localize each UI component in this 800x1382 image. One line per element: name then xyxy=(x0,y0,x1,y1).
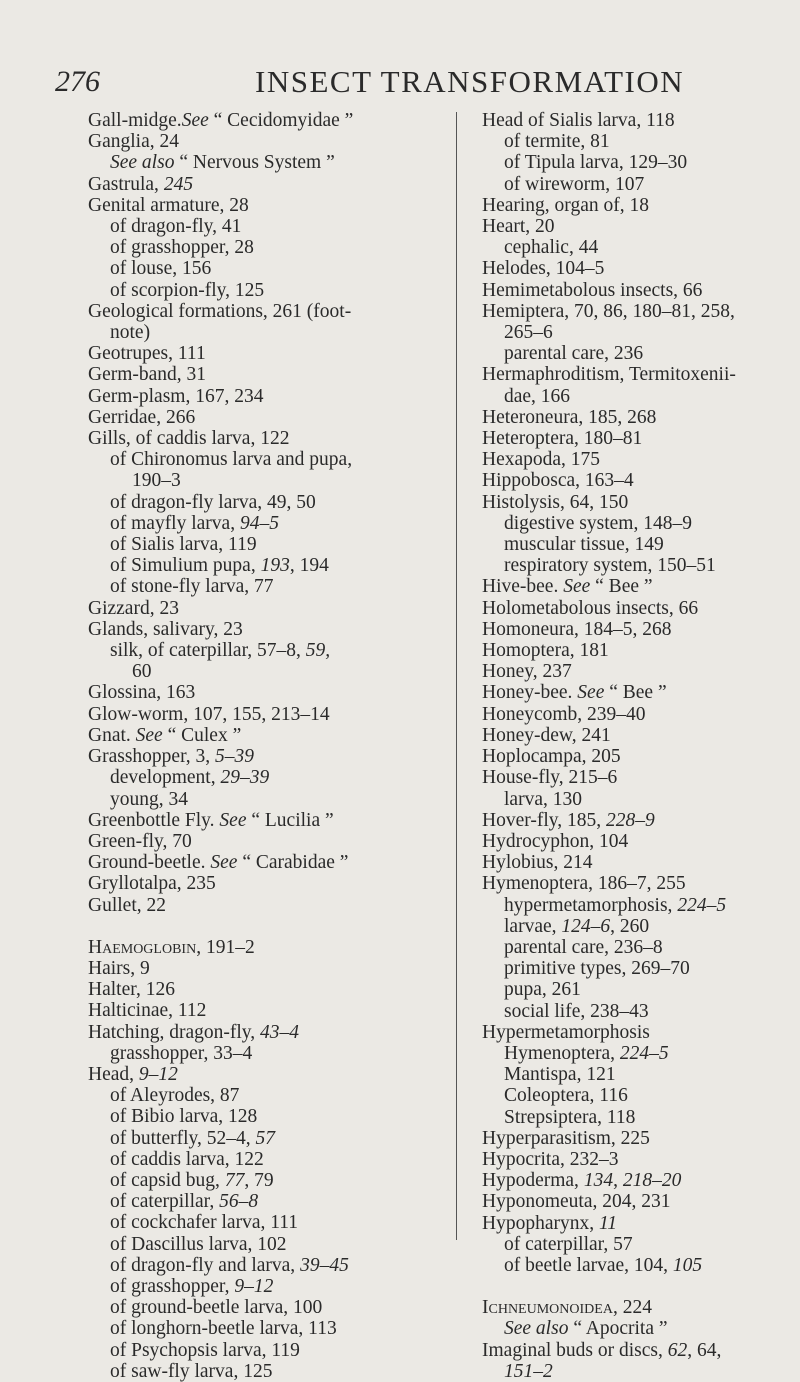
entry-text: Homoneura, 184–5, 268 xyxy=(482,618,672,640)
index-subentry xyxy=(482,895,800,916)
index-entry xyxy=(482,1213,800,1234)
entry-italic: 224–5 xyxy=(619,1042,669,1064)
entry-text: Gullet, 22 xyxy=(88,894,166,916)
index-subentry xyxy=(482,152,800,173)
entry-text: respiratory system, 150–51 xyxy=(504,555,716,577)
index-entry xyxy=(482,280,800,301)
entry-rest: “ Apocrita ” xyxy=(568,1318,668,1340)
running-title: INSECT TRANSFORMATION xyxy=(255,64,685,99)
index-subentry xyxy=(88,1318,433,1339)
index-entry xyxy=(88,428,433,449)
index-entry xyxy=(482,576,800,597)
entry-text: of grasshopper, 28 xyxy=(110,237,254,259)
entry-italic: 59, xyxy=(305,640,331,662)
entry-italic: See xyxy=(181,110,209,131)
entry-text: of Dascillus larva, 102 xyxy=(110,1233,287,1255)
index-subentry xyxy=(482,1318,800,1339)
entry-italic: See also xyxy=(110,152,175,174)
entry-text: Head, xyxy=(88,1063,139,1085)
entry-text: pupa, 261 xyxy=(504,979,581,1001)
index-entry xyxy=(482,216,800,237)
index-subentry xyxy=(482,1043,800,1064)
entry-text: Hearing, organ of, 18 xyxy=(482,194,649,216)
index-subentry xyxy=(88,789,433,810)
index-subentry xyxy=(88,576,433,597)
entry-italic: 134 xyxy=(583,1170,614,1192)
section-head-word: Haemoglobin xyxy=(88,936,197,958)
entry-text: Glossina, 163 xyxy=(88,682,196,704)
entry-text: Halticinae, 112 xyxy=(88,1000,207,1022)
index-entry xyxy=(482,407,800,428)
index-subentry xyxy=(88,640,433,661)
entry-text: Hyponomeuta, 204, 231 xyxy=(482,1191,671,1213)
index-subentry xyxy=(88,1255,433,1276)
entry-text: Hemiptera, 70, 86, 180–81, 258, xyxy=(482,300,735,322)
entry-italic: 62 xyxy=(667,1339,688,1361)
entry-text: Imaginal buds or discs, xyxy=(482,1339,668,1361)
index-subentry xyxy=(482,1234,800,1255)
index-subentry xyxy=(482,916,800,937)
index-subentry xyxy=(482,789,800,810)
index-entry xyxy=(88,364,433,385)
index-column-left xyxy=(88,110,433,1382)
index-entry xyxy=(88,407,433,428)
index-subentry xyxy=(482,555,800,576)
index-subentry xyxy=(482,237,800,258)
entry-text: of Psychopsis larva, 119 xyxy=(110,1339,300,1361)
entry-text: Hemimetabolous insects, 66 xyxy=(482,279,703,301)
entry-text: Gall-midge. xyxy=(88,110,182,131)
entry-text: of capsid bug, xyxy=(110,1169,225,1191)
entry-text: Gryllotalpa, 235 xyxy=(88,873,216,895)
index-entry xyxy=(482,1297,800,1318)
index-entry xyxy=(88,810,433,831)
entry-text: of cockchafer larva, 111 xyxy=(110,1212,299,1234)
entry-text: Hypopharynx, xyxy=(482,1212,599,1234)
entry-text: grasshopper, 33–4 xyxy=(110,1042,253,1064)
entry-text: Hermaphroditism, Termitoxenii- xyxy=(482,364,736,386)
entry-text: Heart, 20 xyxy=(482,216,555,238)
index-subentry xyxy=(88,280,433,301)
entry-text: Gerridae, 266 xyxy=(88,406,196,428)
entry-text: of butterfly, 52–4, xyxy=(110,1127,256,1149)
index-entry xyxy=(482,831,800,852)
entry-italic: 124–6 xyxy=(561,915,611,937)
entry-text: of Aleyrodes, 87 xyxy=(110,1085,240,1107)
entry-text: of scorpion-fly, 125 xyxy=(110,279,265,301)
index-entry xyxy=(88,831,433,852)
entry-italic: 105 xyxy=(672,1254,703,1276)
entry-text: House-fly, 215–6 xyxy=(482,767,618,789)
entry-rest: , xyxy=(613,1170,623,1192)
index-entry-continuation xyxy=(88,322,433,343)
entry-text: 190–3 xyxy=(132,470,181,492)
entry-text: of dragon-fly, 41 xyxy=(110,216,242,238)
entry-text: Green-fly, 70 xyxy=(88,830,192,852)
entry-text: Coleoptera, 116 xyxy=(504,1085,628,1107)
entry-text: Hover-fly, 185, xyxy=(482,809,606,831)
index-subentry xyxy=(88,216,433,237)
index-entry xyxy=(482,810,800,831)
index-subentry xyxy=(88,1234,433,1255)
entry-text: larvae, xyxy=(504,915,562,937)
entry-italic: 43–4 xyxy=(260,1021,300,1043)
entry-rest: , 79 xyxy=(244,1169,274,1191)
entry-rest: , 224 xyxy=(612,1297,652,1319)
index-subentry xyxy=(482,131,800,152)
entry-text: of dragon-fly larva, 49, 50 xyxy=(110,491,316,513)
index-entry xyxy=(482,640,800,661)
entry-text: 265–6 xyxy=(504,322,553,344)
entry-text: Grasshopper, 3, xyxy=(88,746,216,768)
entry-italic: 57 xyxy=(255,1127,275,1149)
entry-text: Geotrupes, 111 xyxy=(88,343,206,365)
entry-italic: 193 xyxy=(260,555,290,577)
index-subentry xyxy=(88,1149,433,1170)
entry-text: Germ-band, 31 xyxy=(88,364,207,386)
entry-rest: “ Lucilia ” xyxy=(246,809,334,831)
entry-italic: 11 xyxy=(598,1212,618,1234)
entry-text: Glands, salivary, 23 xyxy=(88,618,243,640)
page-header xyxy=(0,62,800,102)
index-subentry xyxy=(482,513,800,534)
entry-italic: 5–39 xyxy=(215,746,255,768)
index-column-right xyxy=(482,110,800,1382)
index-subentry xyxy=(88,1276,433,1297)
entry-italic: See xyxy=(572,682,605,704)
entry-text: Holometabolous insects, 66 xyxy=(482,597,699,619)
entry-text: of dragon-fly and larva, xyxy=(110,1254,301,1276)
index-entry xyxy=(88,958,433,979)
entry-text: dae, 166 xyxy=(504,385,571,407)
entry-text: digestive system, 148–9 xyxy=(504,512,692,534)
entry-italic: 9–12 xyxy=(234,1275,274,1297)
entry-italic: 56–8 xyxy=(219,1191,259,1213)
entry-text: parental care, 236–8 xyxy=(504,936,663,958)
entry-text: Honey-dew, 241 xyxy=(482,724,611,746)
index-entry xyxy=(88,1022,433,1043)
page-number: 276 xyxy=(55,65,100,98)
entry-italic: 9–12 xyxy=(138,1063,178,1085)
index-entry xyxy=(482,682,800,703)
entry-text: of louse, 156 xyxy=(110,258,212,280)
index-entry xyxy=(482,767,800,788)
index-entry xyxy=(482,1022,800,1043)
entry-text: note) xyxy=(110,322,151,344)
entry-italic: See also xyxy=(504,1318,569,1340)
index-entry xyxy=(88,131,433,152)
entry-rest: “ Carabidae ” xyxy=(237,852,349,874)
entry-text: parental care, 236 xyxy=(504,343,644,365)
index-entry xyxy=(88,1064,433,1085)
index-subentry xyxy=(88,1340,433,1361)
entry-text: of grasshopper, xyxy=(110,1275,235,1297)
entry-text: Hypermetamorphosis xyxy=(482,1021,650,1043)
entry-italic: 39–45 xyxy=(300,1254,349,1276)
entry-text: of mayfly larva, xyxy=(110,512,240,534)
entry-text: Honeycomb, 239–40 xyxy=(482,703,646,725)
index-entry xyxy=(88,682,433,703)
entry-rest: , 191–2 xyxy=(196,936,255,958)
index-entry xyxy=(482,364,800,385)
entry-text: larva, 130 xyxy=(504,788,582,810)
column-divider xyxy=(456,112,457,1240)
index-subentry xyxy=(482,937,800,958)
entry-text: Hylobius, 214 xyxy=(482,852,593,874)
entry-text: Gastrula, xyxy=(88,173,164,195)
index-subentry xyxy=(88,1043,433,1064)
index-entry xyxy=(482,1191,800,1212)
index-entry xyxy=(482,746,800,767)
index-entry xyxy=(88,979,433,1000)
entry-text: Honey, 237 xyxy=(482,661,572,683)
entry-text: of wireworm, 107 xyxy=(504,173,645,195)
entry-text: of ground-beetle larva, 100 xyxy=(110,1297,323,1319)
index-subentry xyxy=(88,513,433,534)
index-subentry xyxy=(88,449,433,470)
index-entry xyxy=(482,661,800,682)
index-entry xyxy=(482,619,800,640)
entry-text: of Sialis larva, 119 xyxy=(110,534,257,556)
entry-italic: 94–5 xyxy=(239,512,279,534)
index-entry-continuation xyxy=(482,1361,800,1382)
index-entry xyxy=(88,174,433,195)
entry-text: young, 34 xyxy=(110,788,188,810)
index-subentry xyxy=(482,1064,800,1085)
entry-text: of longhorn-beetle larva, 113 xyxy=(110,1318,337,1340)
index-subentry xyxy=(88,1106,433,1127)
section-gap xyxy=(88,916,433,937)
index-entry-continuation xyxy=(88,470,433,491)
entry-text: of saw-fly larva, 125 xyxy=(110,1360,273,1382)
index-entry xyxy=(88,937,433,958)
index-subentry xyxy=(482,534,800,555)
index-entry xyxy=(88,746,433,767)
index-subentry xyxy=(88,534,433,555)
index-entry xyxy=(88,873,433,894)
entry-text: Hyperparasitism, 225 xyxy=(482,1127,650,1149)
entry-italic: 245 xyxy=(163,173,194,195)
entry-text: Head of Sialis larva, 118 xyxy=(482,110,675,131)
entry-italic: 224–5 xyxy=(677,894,727,916)
index-subentry xyxy=(482,1107,800,1128)
index-subentry xyxy=(88,258,433,279)
index-entry xyxy=(482,1340,800,1361)
index-entry xyxy=(482,470,800,491)
entry-text: Honey-bee. xyxy=(482,682,573,704)
section-head-word: Ichneumonoidea xyxy=(482,1297,613,1319)
entry-italic: See xyxy=(558,576,591,598)
entry-text: Hymenoptera, xyxy=(504,1042,620,1064)
index-subentry xyxy=(88,555,433,576)
entry-text: Hymenoptera, 186–7, 255 xyxy=(482,873,686,895)
index-entry xyxy=(482,428,800,449)
index-subentry xyxy=(88,1297,433,1318)
entry-text: hypermetamorphosis, xyxy=(504,894,678,916)
index-entry xyxy=(482,1128,800,1149)
entry-text: Hoplocampa, 205 xyxy=(482,746,621,768)
index-subentry xyxy=(88,152,433,173)
index-entry xyxy=(88,195,433,216)
entry-italic: See xyxy=(130,724,163,746)
index-entry xyxy=(88,343,433,364)
entry-text: Hydrocyphon, 104 xyxy=(482,830,629,852)
entry-text: of caterpillar, 57 xyxy=(504,1233,633,1255)
entry-rest: “ Bee ” xyxy=(590,576,653,598)
entry-text: Hive-bee. xyxy=(482,576,559,598)
entry-italic: 151–2 xyxy=(504,1360,553,1382)
index-entry xyxy=(88,598,433,619)
index-subentry xyxy=(88,1170,433,1191)
entry-text: 60 xyxy=(132,661,152,683)
entry-text: Halter, 126 xyxy=(88,979,175,1001)
index-entry xyxy=(88,386,433,407)
index-entry xyxy=(482,110,800,131)
entry-text: Gnat. xyxy=(88,724,131,746)
entry-text: of Chironomus larva and pupa, xyxy=(110,449,353,471)
index-entry xyxy=(88,619,433,640)
index-entry xyxy=(482,873,800,894)
index-entry xyxy=(88,1000,433,1021)
entry-text: Homoptera, 181 xyxy=(482,640,609,662)
index-entry xyxy=(482,852,800,873)
entry-text: Genital armature, 28 xyxy=(88,194,249,216)
entry-italic: See xyxy=(205,852,238,874)
index-subentry xyxy=(88,1212,433,1233)
entry-text: Hairs, 9 xyxy=(88,957,150,979)
index-subentry xyxy=(88,1361,433,1382)
entry-rest: “ Culex ” xyxy=(162,724,242,746)
index-entry-continuation xyxy=(482,322,800,343)
index-subentry xyxy=(482,343,800,364)
entry-italic: 228–9 xyxy=(605,809,655,831)
entry-text: Gills, of caddis larva, 122 xyxy=(88,428,290,450)
entry-text: Germ-plasm, 167, 234 xyxy=(88,385,264,407)
index-entry xyxy=(482,704,800,725)
entry-text: Hypoderma, xyxy=(482,1170,584,1192)
entry-text: Hippobosca, 163–4 xyxy=(482,470,634,492)
entry-text: of beetle larvae, 104, xyxy=(504,1254,673,1276)
index-entry xyxy=(88,725,433,746)
entry-text: Geological formations, 261 (foot- xyxy=(88,300,352,322)
index-entry xyxy=(88,704,433,725)
entry-rest: “ Bee ” xyxy=(604,682,667,704)
entry-text: development, xyxy=(110,767,221,789)
index-subentry xyxy=(88,1085,433,1106)
entry-italic: 77 xyxy=(224,1169,245,1191)
section-gap xyxy=(482,1276,800,1297)
index-subentry xyxy=(88,492,433,513)
entry-text: Helodes, 104–5 xyxy=(482,258,605,280)
entry-text: Heteroneura, 185, 268 xyxy=(482,406,657,428)
entry-rest: , 194 xyxy=(289,555,329,577)
index-entry xyxy=(482,1149,800,1170)
entry-text: cephalic, 44 xyxy=(504,237,599,259)
entry-text: Ganglia, 24 xyxy=(88,131,179,153)
entry-text: Greenbottle Fly. xyxy=(88,809,215,831)
index-subentry xyxy=(482,979,800,1000)
entry-text: of termite, 81 xyxy=(504,131,610,153)
entry-text: Strepsiptera, 118 xyxy=(504,1106,636,1128)
index-entry xyxy=(88,895,433,916)
entry-text: primitive types, 269–70 xyxy=(504,958,690,980)
entry-text: Hatching, dragon-fly, xyxy=(88,1021,261,1043)
entry-text: Gizzard, 23 xyxy=(88,597,179,619)
entry-text: of Simulium pupa, xyxy=(110,555,261,577)
entry-text: social life, 238–43 xyxy=(504,1000,649,1022)
entry-text: Mantispa, 121 xyxy=(504,1064,616,1086)
entry-text: of Bibio larva, 128 xyxy=(110,1106,258,1128)
index-entry xyxy=(88,110,433,131)
index-subentry xyxy=(482,174,800,195)
entry-text: Ground-beetle. xyxy=(88,852,206,874)
entry-text: Hypocrita, 232–3 xyxy=(482,1148,619,1170)
entry-text: of stone-fly larva, 77 xyxy=(110,576,274,598)
index-subentry xyxy=(482,958,800,979)
entry-rest: “ Cecidomyidae ” xyxy=(208,110,354,131)
index-subentry xyxy=(88,767,433,788)
index-subentry xyxy=(88,237,433,258)
entry-italic: See xyxy=(214,809,247,831)
entry-rest: , 260 xyxy=(610,915,650,937)
index-entry-continuation xyxy=(482,386,800,407)
index-subentry xyxy=(88,1191,433,1212)
index-entry-continuation xyxy=(88,661,433,682)
index-entry xyxy=(88,852,433,873)
index-subentry xyxy=(482,1255,800,1276)
entry-italic: 29–39 xyxy=(220,767,270,789)
index-subentry xyxy=(482,1001,800,1022)
index-entry xyxy=(482,258,800,279)
index-entry xyxy=(482,195,800,216)
entry-text: Glow-worm, 107, 155, 213–14 xyxy=(88,703,330,725)
entry-text: Hexapoda, 175 xyxy=(482,449,601,471)
entry-text: of Tipula larva, 129–30 xyxy=(504,152,688,174)
index-entry xyxy=(482,598,800,619)
entry-text: silk, of caterpillar, 57–8, xyxy=(110,640,306,662)
index-entry xyxy=(482,725,800,746)
entry-text: Histolysis, 64, 150 xyxy=(482,491,629,513)
entry-rest: , 64, xyxy=(687,1339,722,1361)
index-entry xyxy=(88,301,433,322)
entry-text: of caterpillar, xyxy=(110,1191,220,1213)
index-entry xyxy=(482,449,800,470)
index-subentry xyxy=(482,1085,800,1106)
index-subentry xyxy=(88,1128,433,1149)
index-entry xyxy=(482,1170,800,1191)
entry-text: of caddis larva, 122 xyxy=(110,1148,264,1170)
entry-text: Heteroptera, 180–81 xyxy=(482,428,643,450)
entry-text: muscular tissue, 149 xyxy=(504,534,664,556)
entry-rest: “ Nervous System ” xyxy=(174,152,335,174)
entry-italic: 218–20 xyxy=(622,1170,682,1192)
index-entry xyxy=(482,492,800,513)
index-entry xyxy=(482,301,800,322)
